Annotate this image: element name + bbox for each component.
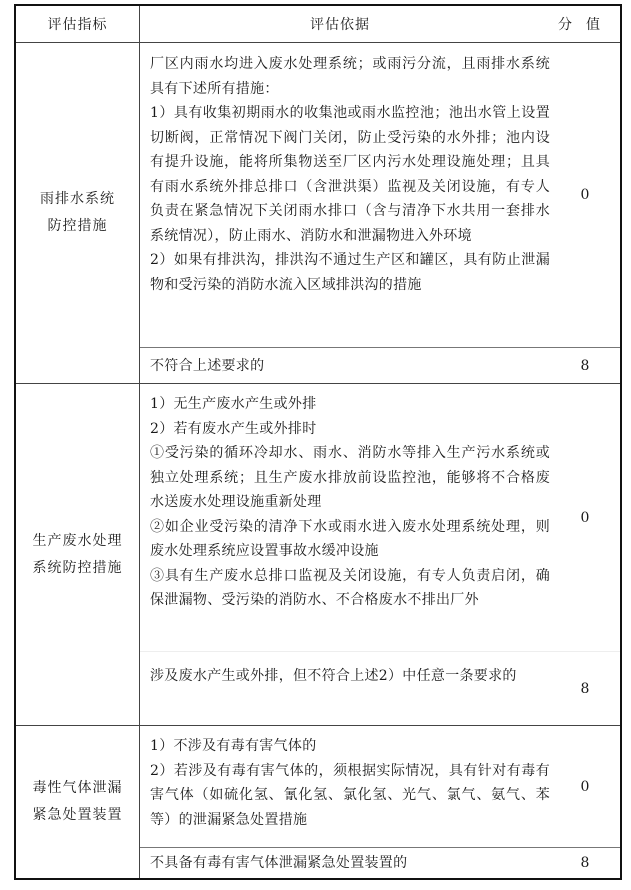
- score-value: 8: [580, 855, 590, 871]
- score-value: 8: [580, 681, 590, 697]
- basis-text: 1）不涉及有毒有害气体的: [150, 738, 317, 754]
- basis-text: 1）具有收集初期雨水的收集池或雨水监控池；池出水管上设置切断阀，正常情况下阀门关闭，防止受污染的水外排；池内设有提升设施，能将所集物送至厂区内污水处理设施处理；且具有雨水系统外排总排口（含泄洪渠）监视及关闭设施，有专人负责在紧急情况下关闭雨水排口（含与清净下水共用一套排水系统情况），防止雨水、消防水和泄漏物进入外环境: [150, 105, 550, 244]
- table-header: [16, 6, 620, 43]
- basis-text: ③具有生产废水总排口监视及关闭设施，有专人负责启闭，确保泄漏物、受污染的消防水、不合格废水不排出厂外: [150, 567, 550, 608]
- table-group-wastewater: [16, 384, 620, 726]
- indicator-line: 雨排水系统: [40, 190, 115, 207]
- basis-text: ②如企业受污染的清净下水或雨水进入废水处理系统处理，则废水处理系统应设置事故水缓冲设施: [150, 518, 550, 559]
- indicator-cell: [16, 384, 140, 725]
- table-row: [140, 848, 620, 878]
- indicator-cell: [16, 42, 140, 383]
- indicator-cell: [16, 726, 140, 878]
- table-row: [140, 384, 620, 652]
- score-value: 8: [580, 358, 590, 374]
- table-row: [140, 652, 620, 726]
- table-row: [140, 726, 620, 848]
- table-row: [140, 42, 620, 348]
- score-value: 0: [580, 779, 590, 795]
- indicator-line: 毒性气体泄漏: [32, 780, 123, 796]
- indicator-line: 生产废水处理: [32, 532, 123, 549]
- basis-text: 2）若有废水产生或外排时: [150, 420, 317, 437]
- header-basis: 评估依据: [310, 17, 370, 33]
- basis-text: 1）无生产废水产生或外排: [150, 396, 317, 412]
- header-indicator: 评估指标: [16, 6, 140, 42]
- table-row: [140, 348, 620, 384]
- indicator-line: 紧急处置装置: [32, 807, 123, 823]
- basis-text: 涉及废水产生或外排，但不符合上述2）中任意一条要求的: [150, 668, 517, 684]
- basis-text: ①受污染的循环冷却水、雨水、消防水等排入生产污水系统或独立处理系统；且生产废水排放前设监控池，能够将不合格废水送废水处理设施重新处理: [150, 445, 550, 510]
- basis-text: 不具备有毒有害气体泄漏紧急处置装置的: [150, 855, 408, 871]
- basis-text: 不符合上述要求的: [150, 358, 265, 374]
- evaluation-table: [14, 4, 622, 880]
- basis-text: 厂区内雨水均进入废水处理系统；或雨污分流，且雨排水系统具有下述所有措施：: [150, 56, 550, 97]
- basis-text: 2）若涉及有毒有害气体的，须根据实际情况，具有针对有毒有害气体（如硫化氢、氰化氢、氯化氢、光气、氯气、氨气、苯等）的泄漏紧急处置措施: [150, 762, 550, 828]
- score-value: 0: [580, 187, 590, 203]
- header-score: 分值: [558, 17, 614, 33]
- table-group-rainwater: [16, 42, 620, 384]
- table-group-toxic-gas: [16, 726, 620, 878]
- basis-text: 2）如果有排洪沟，排洪沟不通过生产区和罐区，具有防止泄漏物和受污染的消防水流入区域排洪沟的措施: [150, 252, 550, 293]
- indicator-line: 防控措施: [47, 217, 108, 234]
- score-value: 0: [580, 510, 590, 526]
- indicator-line: 系统防控措施: [32, 559, 123, 576]
